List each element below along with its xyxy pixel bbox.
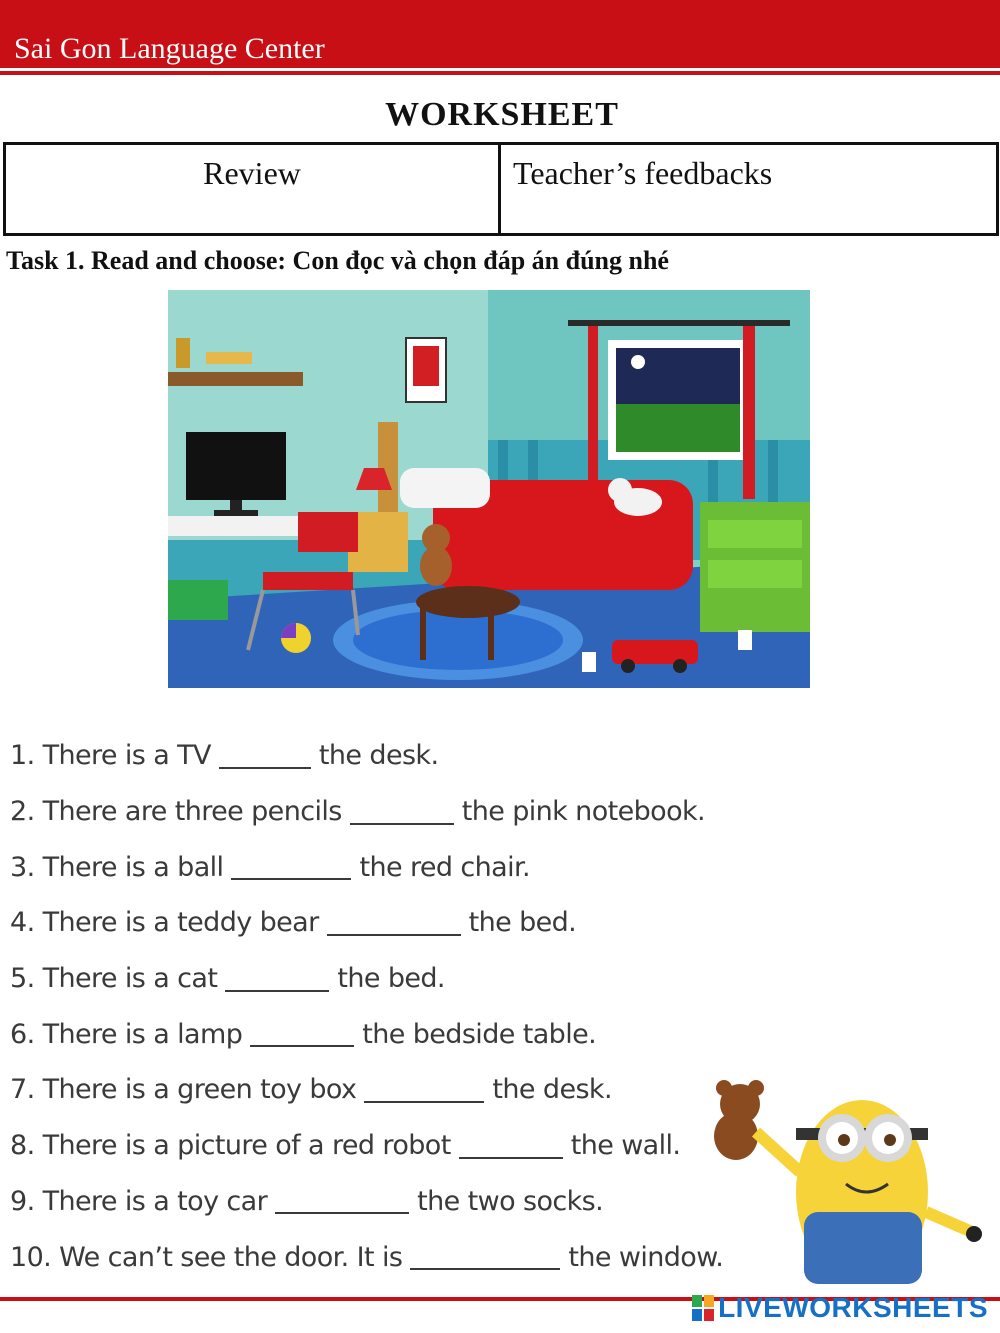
answer-blank[interactable] <box>231 854 351 880</box>
question-text: the pink notebook. <box>461 796 706 828</box>
question-3 <box>10 839 770 895</box>
question-9 <box>10 1174 770 1230</box>
question-text: There is a teddy bear <box>42 907 319 939</box>
question-number: 9. <box>10 1185 35 1217</box>
worksheet-title: WORKSHEET <box>385 96 619 133</box>
brand-name: LIVEWORKSHEETS <box>718 1292 988 1323</box>
question-number: 4. <box>10 907 35 939</box>
question-5 <box>10 951 770 1007</box>
question-text: the bed. <box>337 963 445 995</box>
question-text: the window. <box>568 1241 724 1273</box>
question-number: 3. <box>10 851 35 883</box>
answer-blank[interactable] <box>364 1077 484 1103</box>
question-text: the desk. <box>318 740 439 772</box>
answer-blank[interactable] <box>275 1188 409 1214</box>
review-cell <box>6 145 501 233</box>
question-10 <box>10 1229 770 1285</box>
question-6 <box>10 1006 770 1062</box>
question-text: There are three pencils <box>42 796 342 828</box>
liveworksheets-logo-icon <box>692 1295 714 1321</box>
answer-blank[interactable] <box>219 743 311 769</box>
feedback-label: Teacher’s feedbacks <box>513 155 773 191</box>
question-text: There is a green toy box <box>42 1074 357 1106</box>
question-text: There is a toy car <box>42 1185 268 1217</box>
answer-blank[interactable] <box>225 966 329 992</box>
question-number: 2. <box>10 796 35 828</box>
center-name: Sai Gon Language Center <box>14 32 325 65</box>
answer-blank[interactable] <box>410 1244 560 1270</box>
question-text: the bed. <box>468 907 577 939</box>
question-text: We can’t see the door. It is <box>59 1241 403 1273</box>
question-text: the desk. <box>492 1074 612 1106</box>
question-number: 7. <box>10 1074 35 1106</box>
liveworksheets-logo <box>692 1292 988 1324</box>
question-text: the two socks. <box>417 1185 604 1217</box>
question-4 <box>10 895 770 951</box>
question-text: the wall. <box>570 1130 681 1162</box>
question-1 <box>10 728 770 784</box>
answer-blank[interactable] <box>250 1021 354 1047</box>
question-text: the bedside table. <box>362 1018 597 1050</box>
question-text: the red chair. <box>359 851 530 883</box>
green-drawers <box>700 502 810 632</box>
feedback-cell <box>501 145 996 233</box>
question-2 <box>10 784 770 840</box>
question-number: 8. <box>10 1130 35 1162</box>
minion-illustration <box>696 1072 986 1292</box>
answer-blank[interactable] <box>459 1133 563 1159</box>
question-8 <box>10 1118 770 1174</box>
question-text: There is a picture of a red robot <box>42 1130 451 1162</box>
question-text: There is a lamp <box>42 1018 243 1050</box>
question-text: There is a TV <box>42 740 211 772</box>
questions-list <box>10 728 770 1285</box>
answer-blank[interactable] <box>350 799 454 825</box>
review-label: Review <box>203 155 301 191</box>
review-table <box>3 142 999 236</box>
question-number: 5. <box>10 963 35 995</box>
bedroom-picture <box>168 290 810 688</box>
task-heading: Task 1. Read and choose: Con đọc và chọn đáp án đúng nhé <box>6 246 669 275</box>
teddy-bear-icon <box>714 1080 764 1160</box>
teddy-bear <box>420 524 452 586</box>
header-divider <box>0 71 1000 75</box>
question-number: 6. <box>10 1018 35 1050</box>
answer-blank[interactable] <box>327 910 461 936</box>
question-number: 1. <box>10 740 35 772</box>
question-text: There is a cat <box>42 963 218 995</box>
question-text: There is a ball <box>42 851 224 883</box>
question-number: 10. <box>10 1241 52 1273</box>
question-7 <box>10 1062 770 1118</box>
